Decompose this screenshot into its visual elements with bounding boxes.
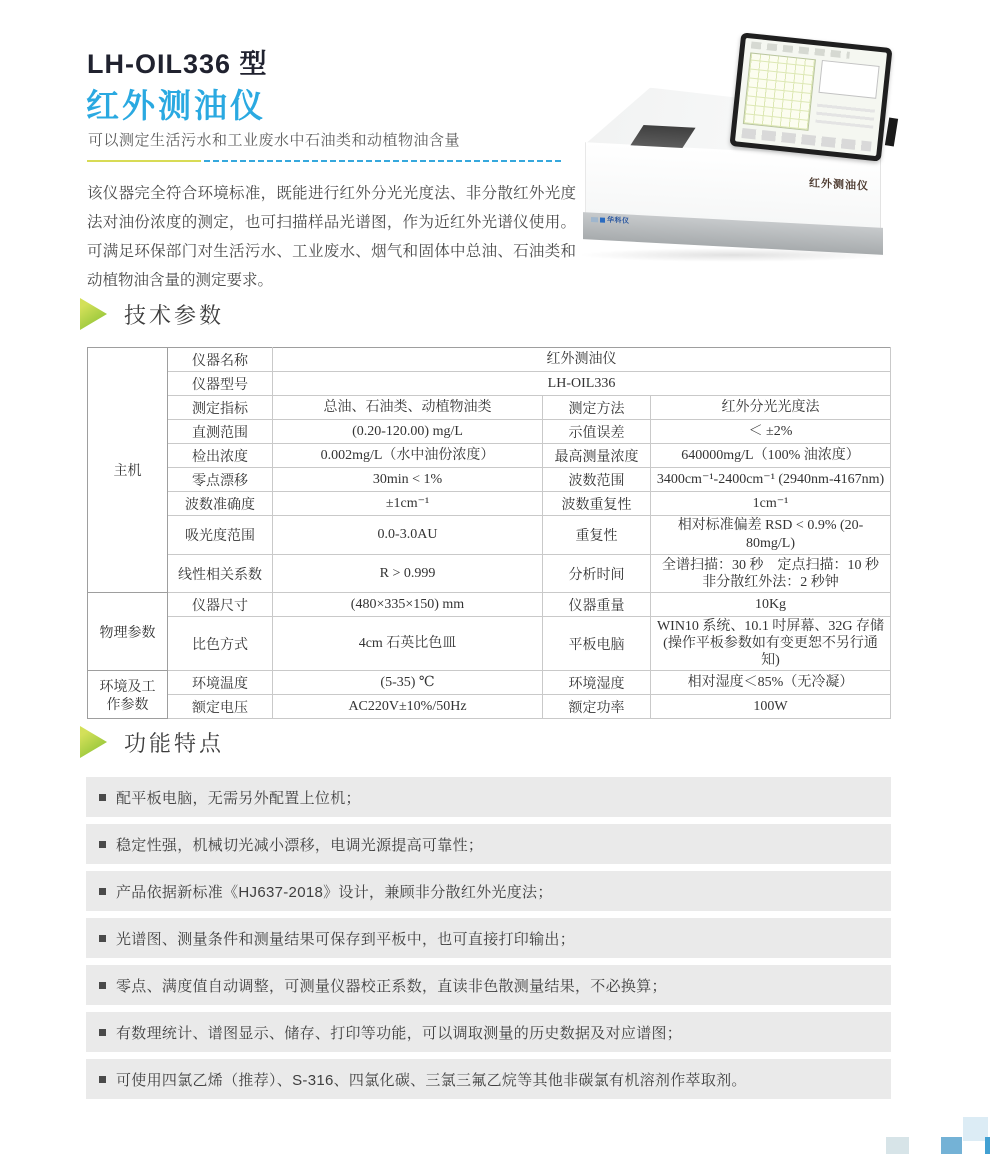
- spec-label: 仪器型号: [168, 372, 273, 396]
- specs-section-title: 技术参数: [124, 302, 225, 328]
- spec-value: 4cm 石英比色皿: [273, 617, 543, 671]
- spec-label: 测定方法: [543, 396, 651, 420]
- spec-label: 检出浓度: [168, 444, 273, 468]
- square-bullet-icon: [99, 982, 106, 989]
- features-section-header: [80, 726, 224, 758]
- spec-label: 分析时间: [543, 555, 651, 593]
- green-arrow-icon: [80, 726, 107, 758]
- divider-blue-dashed-segment: [204, 160, 564, 162]
- square-bullet-icon: [99, 888, 106, 895]
- spec-value-line: (操作平板参数如有变更恕不另行通知): [663, 636, 878, 668]
- spec-label: 零点漂移: [168, 468, 273, 492]
- square-bullet-icon: [99, 935, 106, 942]
- divider-yellow-segment: [87, 160, 201, 162]
- spec-group-physical: 物理参数: [88, 593, 168, 671]
- spec-value-line: 全谱扫描：30 秒 定点扫描：10 秒: [662, 557, 879, 573]
- feature-text: 稳定性强，机械切光减小漂移，电调光源提高可靠性；: [116, 836, 484, 854]
- spec-label: 仪器名称: [168, 348, 273, 372]
- decor-square: [941, 1137, 962, 1154]
- instrument-tablet: [729, 32, 892, 161]
- spec-label: 线性相关系数: [168, 555, 273, 593]
- feature-item: [86, 777, 891, 817]
- spec-label: 直测范围: [168, 420, 273, 444]
- spec-table: [87, 347, 891, 719]
- spec-label: 波数范围: [543, 468, 651, 492]
- spec-label: 测定指标: [168, 396, 273, 420]
- feature-item: [86, 918, 891, 958]
- feature-item: [86, 1059, 891, 1099]
- tablet-button-row: [741, 128, 872, 151]
- spec-label: 环境湿度: [543, 671, 651, 695]
- spec-value: 640000mg/L（100% 油浓度）: [651, 444, 891, 468]
- table-row: [88, 372, 891, 396]
- spec-label: 平板电脑: [543, 617, 651, 671]
- spec-value: 10Kg: [651, 593, 891, 617]
- brand-logo-text: 华科仪: [607, 216, 630, 226]
- spec-label: 波数重复性: [543, 492, 651, 516]
- table-row: [88, 492, 891, 516]
- feature-text: 产品依据新标准《HJ637-2018》设计，兼顾非分散红外光度法；: [116, 883, 553, 901]
- spec-value: 0.0-3.0AU: [273, 516, 543, 555]
- spec-label: 比色方式: [168, 617, 273, 671]
- spec-group-host: 主机: [88, 348, 168, 593]
- spec-label: 仪器重量: [543, 593, 651, 617]
- spec-value: 相对湿度＜85%（无冷凝）: [651, 671, 891, 695]
- square-bullet-icon: [99, 841, 106, 848]
- spec-value: 0.002mg/L（水中油份浓度）: [273, 444, 543, 468]
- table-row: [88, 420, 891, 444]
- table-row: [88, 516, 891, 555]
- feature-item: [86, 824, 891, 864]
- feature-item: [86, 871, 891, 911]
- spec-value: 100W: [651, 695, 891, 719]
- spec-value: 红外分光光度法: [651, 396, 891, 420]
- feature-text: 有数理统计、谱图显示、储存、打印等功能，可以调取测量的历史数据及对应谱图；: [116, 1024, 683, 1042]
- tablet-clamp: [885, 117, 898, 146]
- table-row: [88, 348, 891, 372]
- spec-value: ±1cm⁻¹: [273, 492, 543, 516]
- spec-group-environment: 环境及工作参数: [88, 671, 168, 719]
- instrument-photo: [575, 32, 897, 284]
- table-row: [88, 695, 891, 719]
- instrument-brand-logo: [591, 214, 630, 226]
- spec-label: 环境温度: [168, 671, 273, 695]
- square-bullet-icon: [99, 794, 106, 801]
- spec-value: 30min < 1%: [273, 468, 543, 492]
- spec-value: R > 0.999: [273, 555, 543, 593]
- spec-label: 额定功率: [543, 695, 651, 719]
- tablet-field-rows: [815, 100, 875, 129]
- spec-value: 1cm⁻¹: [651, 492, 891, 516]
- spec-value-line: 非分散红外法：2 秒钟: [702, 574, 839, 590]
- spec-label: 波数准确度: [168, 492, 273, 516]
- table-row: [88, 468, 891, 492]
- spec-value: (0.20-120.00) mg/L: [273, 420, 543, 444]
- feature-text: 可使用四氯乙烯（推荐）、S-316、四氯化碳、三氯三氟乙烷等其他非碳氯有机溶剂作萃取剂。: [116, 1071, 747, 1089]
- spec-value: 总油、石油类、动植物油类: [273, 396, 543, 420]
- feature-text: 零点、满度值自动调整，可测量仪器校正系数，直读非色散测量结果，不必换算；: [116, 977, 667, 995]
- spec-value: AC220V±10%/50Hz: [273, 695, 543, 719]
- spec-value: (5-35) ℃: [273, 671, 543, 695]
- square-bullet-icon: [99, 1029, 106, 1036]
- table-row: [88, 671, 891, 695]
- instrument-device-label: 红外测油仪: [809, 177, 869, 193]
- product-name: 红外测油仪: [86, 87, 266, 124]
- feature-text: 配平板电脑，无需另外配置上位机；: [116, 789, 361, 807]
- tablet-spectrum-grid: [742, 52, 816, 131]
- spec-value: ＜ ±2%: [651, 420, 891, 444]
- spec-value: 红外测油仪: [273, 348, 891, 372]
- table-row: [88, 555, 891, 593]
- table-row: [88, 444, 891, 468]
- tablet-result-panel: [819, 59, 880, 98]
- features-section-title: 功能特点: [124, 730, 225, 756]
- spec-value: 相对标准偏差 RSD < 0.9% (20-80mg/L): [651, 516, 891, 555]
- spec-label: 额定电压: [168, 695, 273, 719]
- green-arrow-icon: [80, 298, 107, 330]
- feature-text: 光谱图、测量条件和测量结果可保存到平板中，也可直接打印输出；: [116, 930, 576, 948]
- decor-square: [985, 1137, 990, 1154]
- brand-logo-square-icon: [600, 217, 605, 222]
- decor-square: [886, 1137, 909, 1154]
- product-tagline: 可以测定生活污水和工业废水中石油类和动植物油含量: [88, 132, 461, 149]
- spec-label: 吸光度范围: [168, 516, 273, 555]
- feature-item: [86, 1012, 891, 1052]
- spec-value: LH-OIL336: [273, 372, 891, 396]
- spec-value: 3400cm⁻¹-2400cm⁻¹ (2940nm-4167nm): [651, 468, 891, 492]
- feature-item: [86, 965, 891, 1005]
- spec-label: 重复性: [543, 516, 651, 555]
- specs-section-header: [80, 298, 224, 330]
- tablet-screen: [735, 38, 887, 156]
- spec-value: [651, 617, 891, 671]
- product-description: 该仪器完全符合环境标准，既能进行红外分光光度法、非分散红外光度法对油份浓度的测定，也可扫描样品光谱图，作为近红外光谱仪使用。可满足环保部门对生活污水、工业废水、烟气和固体中总油、石油类和动植物油含量的测定要求。: [87, 185, 576, 289]
- square-bullet-icon: [99, 1076, 106, 1083]
- spec-label: 最高测量浓度: [543, 444, 651, 468]
- spec-value: [651, 555, 891, 593]
- spec-label: 示值误差: [543, 420, 651, 444]
- spec-label: 仪器尺寸: [168, 593, 273, 617]
- table-row: [88, 617, 891, 671]
- table-row: [88, 593, 891, 617]
- table-row: [88, 396, 891, 420]
- spec-value-line: WIN10 系统、10.1 吋屏幕、32G 存储: [656, 619, 885, 634]
- brand-logo-mark-icon: [591, 216, 598, 221]
- model-title: LH-OIL336 型: [87, 49, 268, 79]
- spec-value: (480×335×150) mm: [273, 593, 543, 617]
